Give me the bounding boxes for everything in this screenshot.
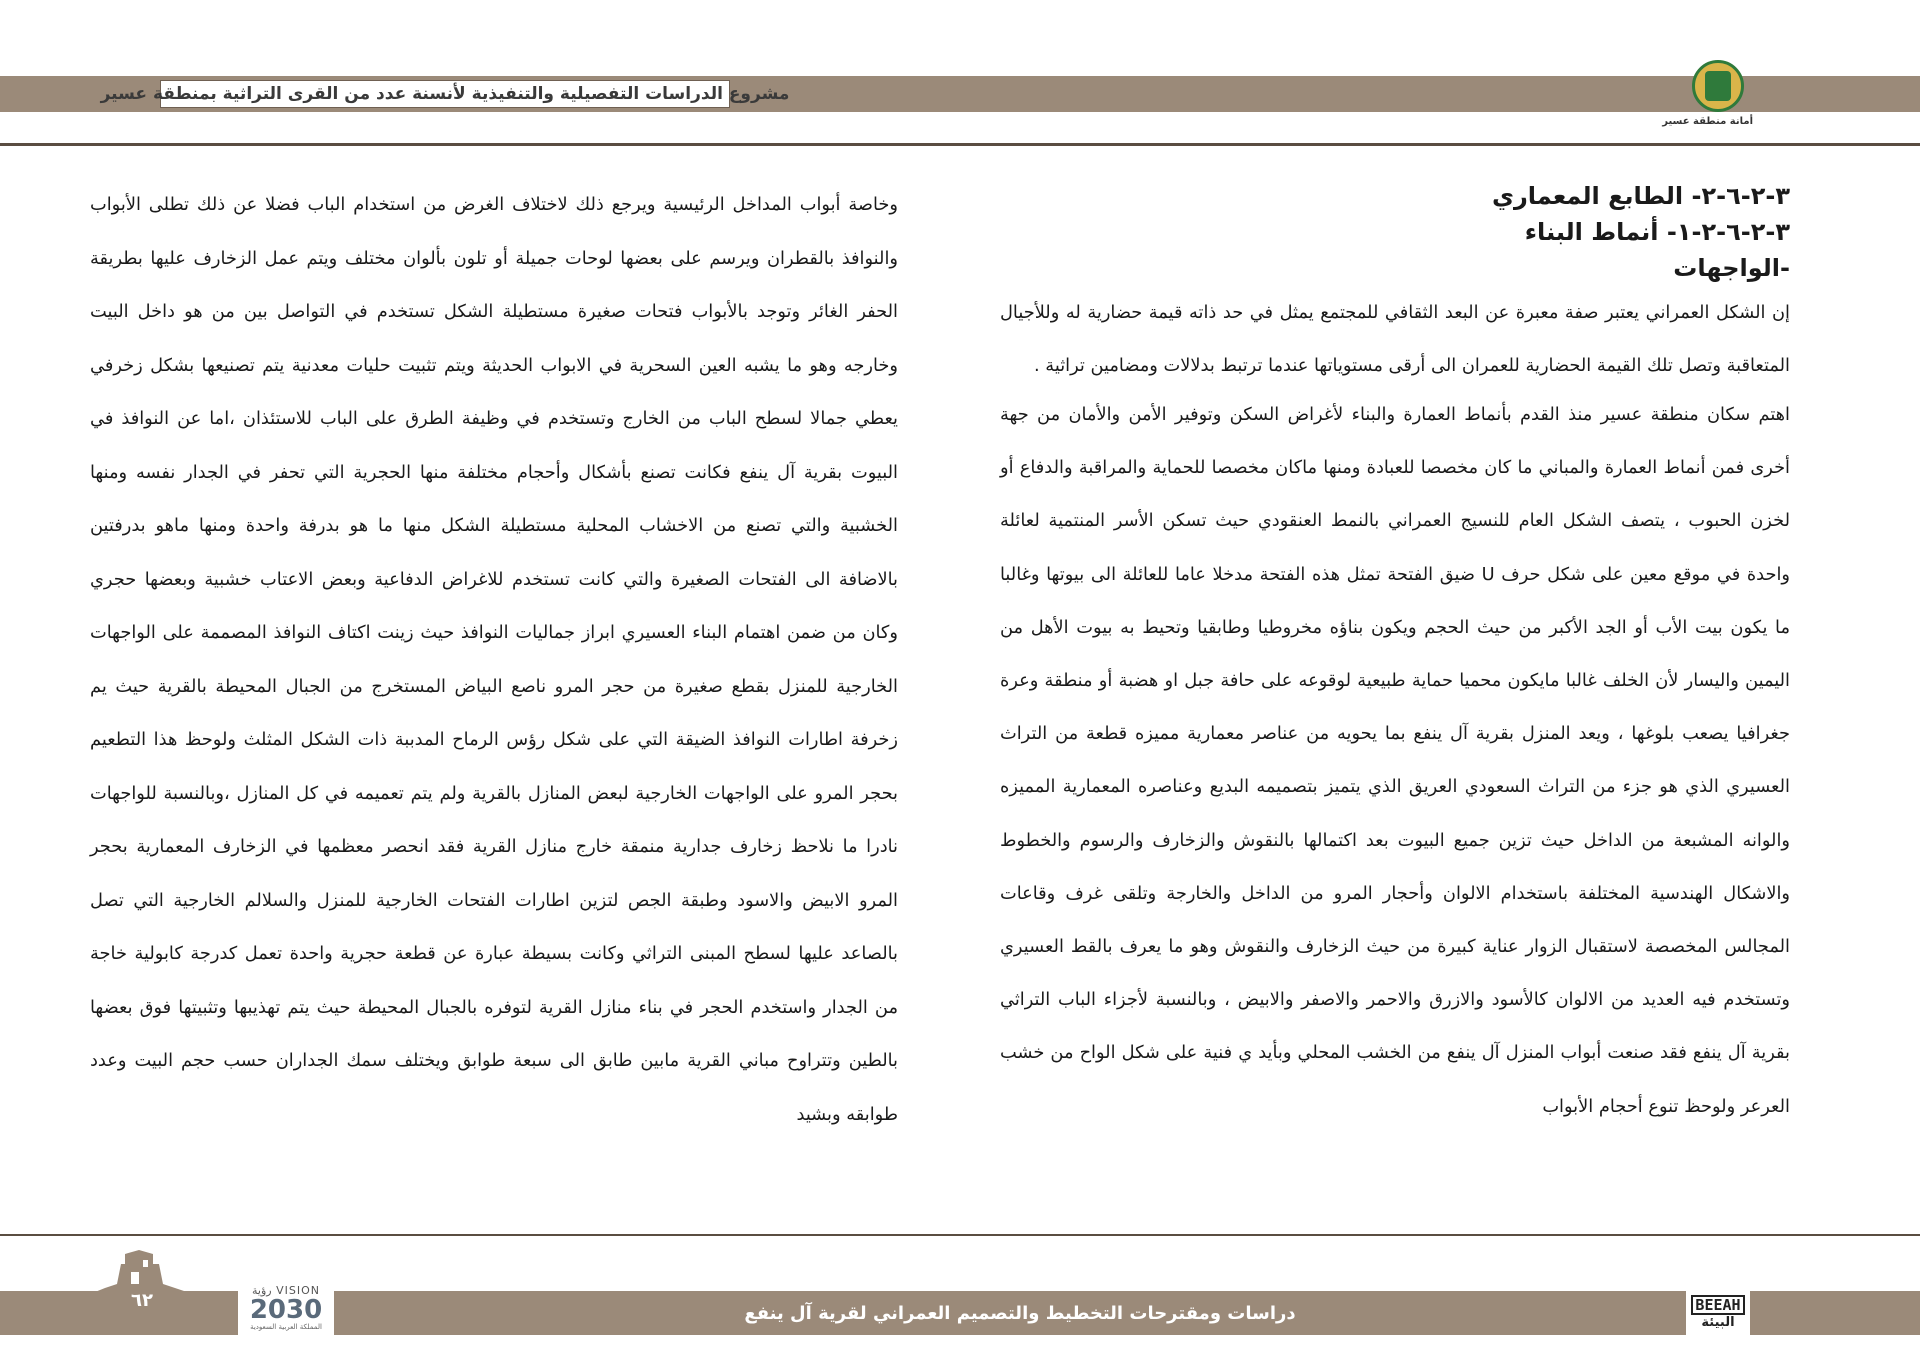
amanah-logo — [1662, 60, 1753, 140]
beeah-wordmark: BEEAH — [1691, 1295, 1744, 1315]
header-title: مشروع الدراسات التفصيلية والتنفيذية لأنسنة عدد من القرى التراثية بمنطقة عسير — [160, 80, 730, 108]
vision-label: VISION رؤية — [252, 1283, 320, 1297]
footer-divider — [0, 1234, 1920, 1236]
vision-year: 2030 — [249, 1294, 323, 1325]
asir-castle-icon — [95, 1244, 187, 1292]
page-number: ٦٢ — [131, 1290, 153, 1311]
vision-country: المملكة العربية السعودية — [250, 1322, 322, 1331]
intro-paragraph: إن الشكل العمراني يعتبر صفة معبرة عن البعد الثقافي للمجتمع يمثل في حد ذاته قيمة حضارية له وللأجيال المتعاقبة وتصل تلك القيمة الحضارية للعمران الى أرقى مستوياتها عندما ترتبط بدلالات ومضامين تراثية . — [1000, 302, 1790, 376]
beeah-logo — [1686, 1286, 1750, 1340]
facades-heading: -الواجهات — [1673, 254, 1790, 282]
beeah-arabic-wordmark: البيئة — [1701, 1315, 1735, 1330]
left-column — [90, 178, 898, 1141]
continuation-paragraph: وخاصة أبواب المداخل الرئيسية ويرجع ذلك لاختلاف الغرض من استخدام الباب فضلا عن ذلك تطلى الأبواب والنوافذ بالقطران ويرسم على بعضها لوحات جميلة أو تلون بألوان مختلف ويتم عمل الزخارف عليها بطريقة الحفر الغائر وتوجد بالأبواب فتحات صغيرة مستطيلة الشكل تستخدم في التواصل بين من هو داخل البيت وخارجه وهو ما يشبه العين السحرية في الابواب الحديثة ويتم تثبيت حليات معدنية يتم تصنيعها بشكل زخرفي يعطي جمالا لسطح الباب من الخارج وتستخدم في وظيفة الطرق على الباب للاستئذان ،اما عن النوافذ في البيوت بقرية آل ينفع فكانت تصنع بأشكال وأحجام مختلفة منها الحجرية التي تحفر في الجدار نفسه ومنها الخشبية والتي تصنع من الاخشاب المحلية مستطيلة الشكل منها ما هو بدرفة واحدة ومنها ماهو بدرفتين بالاضافة الى الفتحات الصغيرة والتي كانت تستخدم للاغراض الدفاعية وبعض الاعتاب خشبية وبعضها حجري وكان من ضمن اهتمام البناء العسيري ابراز جماليات النوافذ حيث زينت اكتاف النوافذ المصممة على الواجهات الخارجية للمنزل بقطع صغيرة من حجر المرو ناصع البياض المستخرج من الجبال المحيطة بالقرية حيث يم زخرفة اطارات النوافذ الضيقة التي على شكل رؤس الرماح المدببة ذات الشكل المثلث ولوحظ هذا التطعيم بحجر المرو على الواجهات الخارجية لبعض المنازل بالقرية ولم يتم تعميمه في كل المنازل ،وبالنسبة للواجهات نادرا ما نلاحظ زخارف جدارية منمقة خارج منازل القرية فقد انحصر معظمها في الزخارف المعمارية بحجر المرو الابيض والاسود وطبقة الجص لتزين اطارات الفتحات الخارجية للمنزل والسلالم الخارجية التي تصل بالصاعد عليها لسطح المبنى التراثي وكانت بسيطة عبارة عن قطعة حجرية واحدة تعمل كدرجة كابولية خاجة من الجدار واستخدم الحجر في بناء منازل القرية لتوفره بالجبال المحيطة حيث يتم تهذيبها وتثبيتها فوق بعضها بالطين وتتراوح مباني القرية مابين طابق الى سبعة طوابق ويختلف سمك الجداران حسب حجم البيت وعدد طوابقه وبشيد — [90, 194, 898, 1125]
amanah-asir-emblem-icon — [1692, 60, 1744, 112]
section-heading: ٣-٢-٦-٢- الطابع المعماري — [1491, 182, 1790, 210]
logo-caption: أمانة منطقة عسير — [1662, 116, 1753, 127]
header-divider — [0, 143, 1920, 146]
footer-title: دراسات ومقترحات التخطيط والتصميم العمراني لقرية آل ينفع — [744, 1302, 1296, 1324]
vision-2030-logo — [238, 1276, 334, 1338]
right-column — [1000, 178, 1790, 1133]
subsection-heading: ٣-٢-٦-٢-١- أنماط البناء — [1524, 218, 1790, 246]
body-paragraph: اهتم سكان منطقة عسير منذ القدم بأنماط العمارة والبناء لأغراض السكن وتوفير الأمن والأمان من جهة أخرى فمن أنماط العمارة والمباني ما كان مخصصا للعبادة ومنها ماكان مخصصا للحماية والمراقبة والدفاع أو لخزن الحبوب ، يتصف الشكل العام للنسيج العمراني بالنمط العنقودي حيث تسكن الأسر المنتمية لعائلة واحدة في موقع معين على شكل حرف U ضيق الفتحة تمثل هذه الفتحة مدخلا عاما للعائلة الى بيوتها وغالبا ما يكون بيت الأب أو الجد الأكبر من حيث الحجم ويكون بناؤه مخروطيا وطابقيا وتحيط به بيوت الأهل من اليمين واليسار لأن الخلف غالبا مايكون محميا حماية طبيعية لوقوعه على حافة جبل او هضبة أو منطقة وعرة جغرافيا يصعب بلوغها ، ويعد المنزل بقرية آل ينفع بما يحويه من عناصر معمارية مميزه قطعة من التراث العسيري الذي هو جزء من التراث السعودي العريق الذي يتميز بتصميمه البديع وعناصره المعمارية المميزه والوانه المشبعة من الداخل حيث تزين جميع البيوت بعد اكتمالها بالنقوش والزخارف والرسوم والخطوط والاشكال الهندسية المختلفة باستخدام الالوان وأحجار المرو من الداخل والخارجة وتلقى غرف وقاعات المجالس المخصصة لاستقبال الزوار عناية كبيرة من حيث الزخارف والنقوش وهو ما يعرف بالقط العسيري وتستخدم فيه العديد من الالوان كالأسود والازرق والاحمر والاصفر والابيض ، وبالنسبة لأجزاء الباب التراثي بقرية آل ينفع فقد صنعت أبواب المنزل آل ينفع من الخشب المحلي وبأيد ي فنية على شكل الواح من خشب العرعر ولوحظ تنوع أحجام الأبواب — [1000, 404, 1791, 1117]
